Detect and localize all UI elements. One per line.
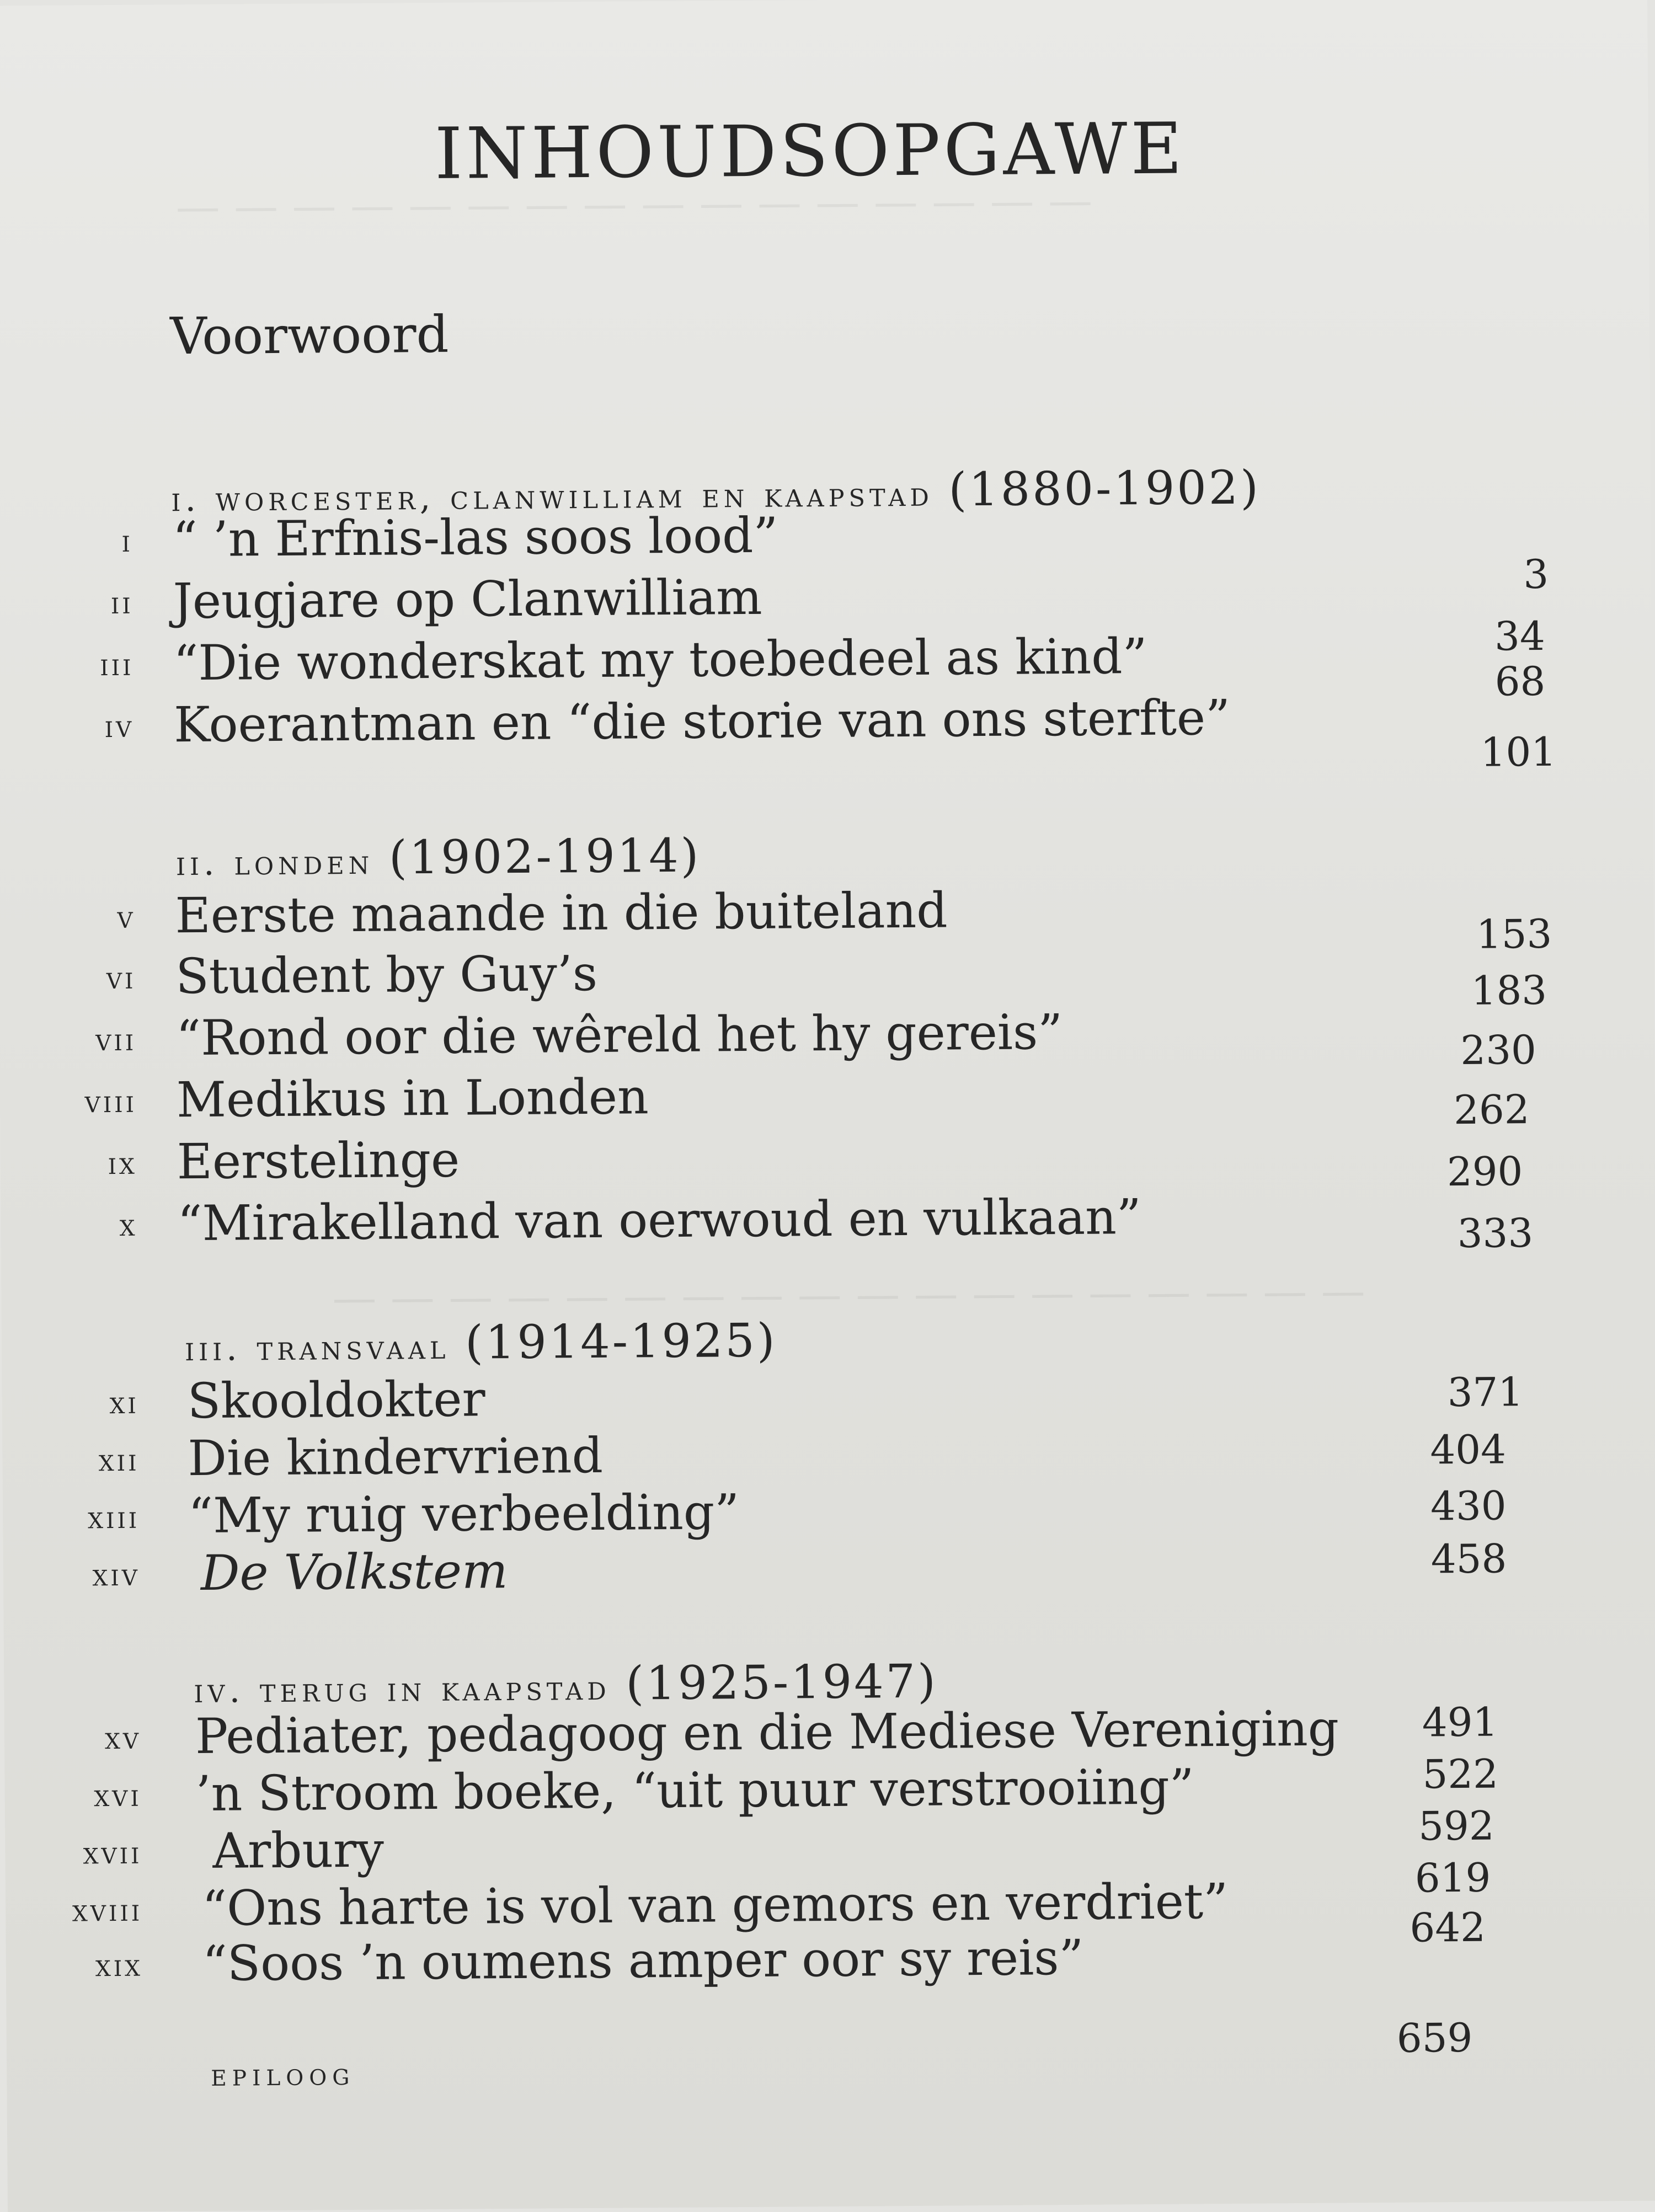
chapter-title: Student by Guy’s [175, 944, 598, 1005]
chapter-number: xii [98, 1442, 140, 1479]
page-number: 619 [1414, 1854, 1491, 1901]
chapter-title: Die kindervriend [188, 1426, 604, 1487]
chapter-number: xvi [94, 1777, 142, 1814]
page-number: 458 [1430, 1535, 1507, 1583]
chapter-title: “Mirakelland van oerwoud en vulkaan” [177, 1188, 1142, 1252]
page-number: 404 [1430, 1426, 1507, 1473]
chapter-number: xvii [83, 1835, 142, 1872]
section-years: (1914-1925) [465, 1313, 777, 1370]
page-number: 642 [1410, 1904, 1486, 1951]
chapter-number: ix [108, 1145, 137, 1182]
toc-row [0, 1061, 1655, 1134]
chapter-number: xiii [88, 1499, 140, 1536]
chapter-title: De Volkstem [200, 1542, 508, 1601]
page-number: 333 [1457, 1210, 1534, 1257]
chapter-number: xv [104, 1720, 142, 1757]
page-number: 262 [1453, 1086, 1530, 1134]
toc-row [3, 1535, 1655, 1607]
chapter-title: “Die wonderskat my toebedeel as kind” [173, 627, 1147, 692]
chapter-title: “My ruig verbeelding” [188, 1483, 740, 1545]
page-number: 290 [1446, 1148, 1523, 1195]
toc-row [0, 938, 1654, 1014]
chapter-title: Arbury [212, 1821, 385, 1879]
epilogue-page-number: 659 [1396, 2014, 1473, 2061]
page-number: 101 [1480, 728, 1557, 776]
toc-row [0, 1000, 1654, 1072]
toc-row [0, 1123, 1655, 1195]
chapter-number: viii [84, 1083, 137, 1120]
page-number: 371 [1447, 1369, 1524, 1416]
show-through-text: — — — — — — — — — — — — — — — — — — [332, 1265, 1366, 1324]
page-number: 230 [1460, 1027, 1537, 1073]
section-years: (1925-1947) [625, 1654, 938, 1711]
chapter-number: xiv [92, 1557, 141, 1594]
chapter-title: “Ons harte is vol van gemors en verdriet” [201, 1872, 1229, 1937]
page-number: 68 [1494, 658, 1546, 705]
page-number: 183 [1471, 966, 1547, 1014]
chapter-number: xi [109, 1385, 139, 1422]
preface-entry: Voorwoord [169, 304, 449, 366]
chapter-number: vi [106, 960, 136, 997]
chapter-number: v [117, 899, 136, 936]
chapter-title: Koerantman en “die storie van ons sterfte” [173, 688, 1231, 754]
page-number: 491 [1422, 1698, 1498, 1746]
chapter-number: iii [99, 646, 134, 683]
chapter-title: Jeugjare op Clanwilliam [173, 568, 762, 630]
page-number: 153 [1476, 910, 1552, 958]
chapter-title: Eerstelinge [177, 1131, 460, 1190]
chapter-title: Eerste maande in die buiteland [175, 881, 948, 944]
toc-row [0, 686, 1653, 776]
chapter-title: ’n Stroom boeke, “uit puur verstrooiing” [195, 1758, 1195, 1823]
chapter-title: Pediater, pedagoog en die Mediese Vereniging [195, 1700, 1339, 1765]
show-through-text: — — — — — — — — — — — — — — — — [175, 174, 1093, 233]
section-title: i. worcester, clanwilliam en kaapstad [171, 473, 934, 520]
chapter-number: xviii [72, 1892, 143, 1929]
chapter-number: ii [110, 585, 134, 622]
section-years: (1902-1914) [388, 828, 701, 885]
page-title: INHOUDSOPGAWE [434, 108, 1186, 195]
page-number: 430 [1430, 1482, 1507, 1530]
epilogue-label: epiloog [211, 2056, 355, 2093]
section-title: iii. transvaal [184, 1326, 450, 1369]
section-heading-3 [185, 1313, 777, 1371]
chapter-number: vii [95, 1022, 137, 1059]
toc-row [0, 501, 1651, 598]
section-heading-2 [176, 829, 701, 886]
chapter-title: “Rond oor die wêreld het hy gereis” [175, 1003, 1063, 1067]
page-number: 592 [1418, 1802, 1494, 1850]
section-years: (1880-1902) [948, 460, 1261, 517]
page-number: 34 [1494, 612, 1546, 660]
chapter-number: i [121, 523, 134, 559]
chapter-number: iv [104, 708, 135, 745]
toc-row [0, 877, 1654, 958]
toc-row [0, 624, 1652, 705]
section-title: ii. londen [175, 841, 374, 884]
chapter-number: x [119, 1207, 138, 1243]
chapter-number: xix [95, 1947, 143, 1984]
chapter-title: Medikus in Londen [176, 1068, 649, 1129]
page-number: 3 [1523, 551, 1549, 598]
page-number: 522 [1422, 1750, 1499, 1798]
toc-row [1, 1185, 1655, 1257]
section-title: iv. terug in kaapstad [194, 1667, 611, 1711]
chapter-title: “ ’n Erfnis-las soos lood” [172, 506, 778, 568]
chapter-title: “Soos ’n oumens amper oor sy reis” [202, 1928, 1084, 1992]
chapter-title: Skooldokter [187, 1370, 485, 1430]
